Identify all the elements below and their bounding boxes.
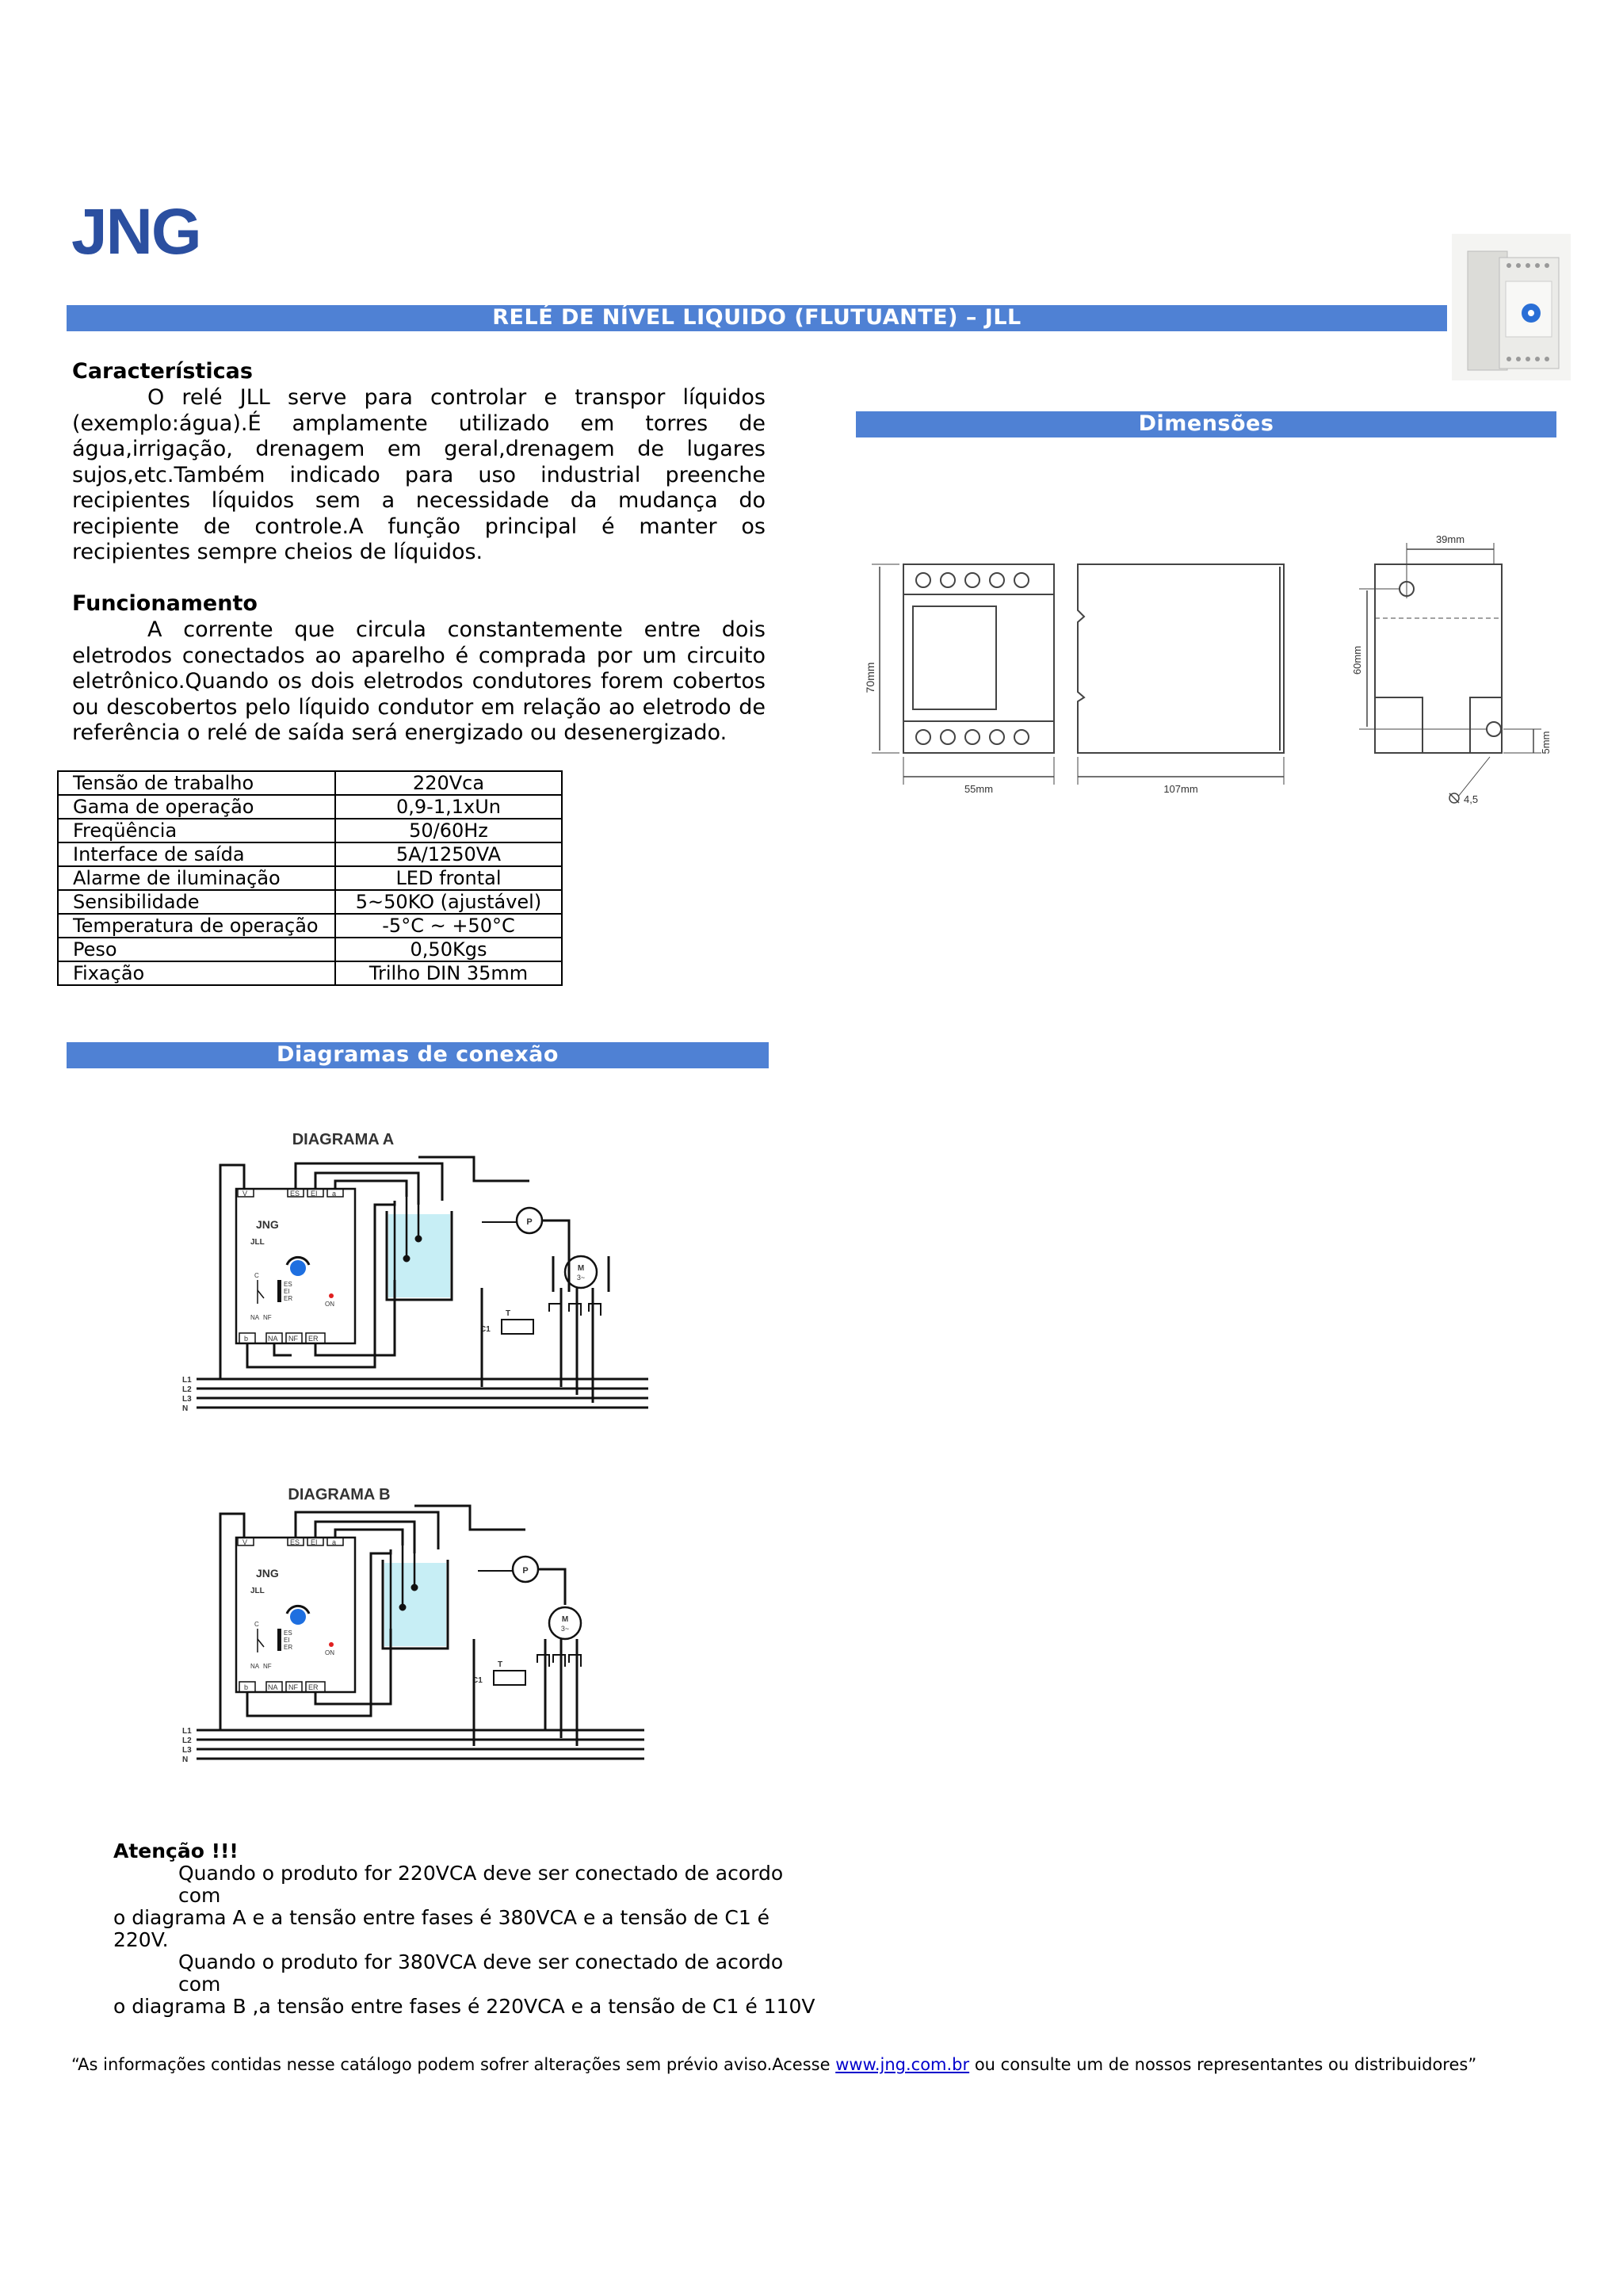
atencao-line-1: Quando o produto for 220VCA deve ser conectado de acordo com <box>178 1862 784 1907</box>
spec-row <box>58 961 562 985</box>
logo-text: JNG <box>71 196 200 268</box>
motor-phase-b: 3~ <box>560 1625 570 1633</box>
terminal-b-b: b <box>244 1683 249 1691</box>
product-photo <box>1452 234 1571 380</box>
front-view <box>872 564 1054 785</box>
website-link[interactable]: www.jng.com.br <box>835 2055 970 2074</box>
spec-row <box>58 890 562 914</box>
funcionamento-heading: Funcionamento <box>72 591 258 616</box>
atencao-line-2: o diagrama A e a tensão entre fases é 380VCA e a tensão de C1 é 220V. <box>113 1906 770 1951</box>
label-na-b: NA <box>250 1663 260 1670</box>
diagram-a <box>181 1125 656 1431</box>
funcionamento-section <box>72 590 766 747</box>
title-bar <box>67 305 1447 331</box>
dimensoes-title: Dimensões <box>1138 411 1274 436</box>
line-l1-b: L1 <box>182 1727 192 1736</box>
device-model-b: JLL <box>250 1587 265 1595</box>
label-es-a: ES <box>284 1281 292 1288</box>
terminal-er-a: ER <box>308 1335 319 1343</box>
spec-label: Gama de operação <box>58 795 335 819</box>
diagram-b <box>181 1480 656 1782</box>
label-on-b: ON <box>325 1649 334 1656</box>
label-c1-a: C1 <box>480 1325 491 1334</box>
spec-label: Temperatura de operação <box>58 914 335 938</box>
terminal-na-b: NA <box>268 1683 278 1691</box>
label-na-a: NA <box>250 1314 260 1321</box>
terminal-na-a: NA <box>268 1335 278 1343</box>
footer-text-before: “As informações contidas nesse catálogo podem sofrer alterações sem prévio aviso.Acesse <box>71 2055 836 2074</box>
spec-value: 50/60Hz <box>335 819 562 842</box>
terminal-a-b: a <box>332 1538 337 1546</box>
motor-label-b: M <box>561 1615 569 1624</box>
device-brand-b: JNG <box>256 1567 279 1580</box>
spec-label: Freqüência <box>58 819 335 842</box>
company-logo <box>65 189 223 276</box>
terminal-v-b: V <box>242 1538 248 1546</box>
terminal-es-a: ES <box>290 1190 300 1198</box>
line-l2-b: L2 <box>182 1736 192 1745</box>
specs-table-wrap <box>57 770 563 986</box>
line-n-a: N <box>182 1404 189 1413</box>
line-n-b: N <box>182 1755 189 1764</box>
spec-row <box>58 819 562 842</box>
spec-value: 5A/1250VA <box>335 842 562 866</box>
pump-label-b: P <box>522 1566 529 1576</box>
dim-60mm: 60mm <box>1351 645 1363 675</box>
terminal-ei-b: EI <box>311 1538 318 1546</box>
funcionamento-text: A corrente que circula constantemente entre dois eletrodos conectados ao aparelho é comprada por um circuito eletrônico.Quando os dois eletrodos condutores forem cobertos ou descobertos pelo líquido condutor em relação ao eletrodo de referência o relé de saída será energizado ou desenergizado. <box>72 617 766 745</box>
dim-70mm: 70mm <box>864 662 876 693</box>
spec-label: Peso <box>58 938 335 961</box>
terminal-a-a: a <box>332 1190 337 1198</box>
motor-label-a: M <box>577 1264 585 1273</box>
spec-label: Interface de saída <box>58 842 335 866</box>
pump-label-a: P <box>526 1217 533 1227</box>
spec-value: Trilho DIN 35mm <box>335 961 562 985</box>
dim-107mm: 107mm <box>1163 783 1198 795</box>
atencao-line-3: Quando o produto for 380VCA deve ser conectado de acordo com <box>178 1950 784 1996</box>
diagram-a-title: DIAGRAMA A <box>292 1131 395 1148</box>
label-t-a: T <box>506 1309 511 1318</box>
line-l3-b: L3 <box>182 1746 192 1755</box>
page-title: RELÉ DE NÍVEL LIQUIDO (FLUTUANTE) – JLL <box>492 305 1022 330</box>
terminal-ei-a: EI <box>311 1190 318 1198</box>
line-l3-a: L3 <box>182 1395 192 1404</box>
footer-text-after: ou consulte um de nossos representantes ou distribuidores” <box>969 2055 1477 2074</box>
terminal-b-a: b <box>244 1335 249 1343</box>
device-brand-a: JNG <box>256 1218 279 1231</box>
motor-phase-a: 3~ <box>576 1274 586 1282</box>
terminal-nf-b: NF <box>288 1683 298 1691</box>
caracteristicas-text: O relé JLL serve para controlar e transpor líquidos (exemplo:água).É amplamente utilizado em torres de água,irrigação, drenagem em geral,drenagem de lugares sujos,etc.Também indicado para uso industrial preenche recipientes líquidos sem a necessidade da mudança do recipiente de controle.A função principal é manter os recipientes sempre cheios de líquidos. <box>72 385 766 564</box>
dim-5mm: 5mm <box>1540 731 1552 755</box>
terminal-nf-a: NF <box>288 1335 298 1343</box>
spec-row <box>58 914 562 938</box>
atencao-section <box>113 1840 827 2018</box>
dimensoes-bar <box>856 411 1556 437</box>
spec-label: Alarme de iluminação <box>58 866 335 890</box>
spec-value: LED frontal <box>335 866 562 890</box>
line-l2-a: L2 <box>182 1385 192 1394</box>
spec-value: 220Vca <box>335 771 562 795</box>
label-nf-b: NF <box>263 1663 272 1670</box>
dimensions-drawing <box>860 519 1573 820</box>
diagramas-bar <box>67 1042 769 1068</box>
label-c-b: C <box>254 1621 259 1628</box>
label-c-a: C <box>254 1272 259 1279</box>
label-nf-a: NF <box>263 1314 272 1321</box>
spec-label: Sensibilidade <box>58 890 335 914</box>
spec-label: Tensão de trabalho <box>58 771 335 795</box>
terminal-es-b: ES <box>290 1538 300 1546</box>
specs-table <box>57 770 563 986</box>
label-c1-b: C1 <box>472 1676 483 1685</box>
label-ei-b: EI <box>284 1637 290 1644</box>
footer-note <box>71 2054 1476 2075</box>
label-t-b: T <box>498 1660 503 1669</box>
back-view <box>1359 543 1541 803</box>
label-er-b: ER <box>284 1644 293 1651</box>
terminal-v-a: V <box>242 1190 248 1198</box>
terminal-er-b: ER <box>308 1683 319 1691</box>
spec-value: 0,9-1,1xUn <box>335 795 562 819</box>
spec-value: -5°C ~ +50°C <box>335 914 562 938</box>
caracteristicas-section <box>72 358 766 566</box>
atencao-line-4: o diagrama B ,a tensão entre fases é 220VCA e a tensão de C1 é 110V <box>113 1995 815 2018</box>
label-es-b: ES <box>284 1629 292 1637</box>
spec-label: Fixação <box>58 961 335 985</box>
spec-value: 5~50KO (ajustável) <box>335 890 562 914</box>
atencao-heading: Atenção !!! <box>113 1839 239 1862</box>
spec-row <box>58 938 562 961</box>
spec-row <box>58 771 562 795</box>
diagram-b-title: DIAGRAMA B <box>288 1486 391 1503</box>
label-on-a: ON <box>325 1301 334 1308</box>
spec-row <box>58 842 562 866</box>
side-view <box>1078 564 1284 785</box>
spec-row <box>58 795 562 819</box>
label-er-a: ER <box>284 1295 293 1302</box>
dim-hole: 4,5 <box>1464 793 1479 805</box>
spec-row <box>58 866 562 890</box>
dim-55mm: 55mm <box>964 783 994 795</box>
diagramas-title: Diagramas de conexão <box>277 1042 559 1067</box>
dim-39mm: 39mm <box>1435 533 1465 545</box>
label-ei-a: EI <box>284 1288 290 1295</box>
caracteristicas-heading: Características <box>72 359 253 384</box>
device-model-a: JLL <box>250 1238 265 1247</box>
line-l1-a: L1 <box>182 1376 192 1385</box>
spec-value: 0,50Kgs <box>335 938 562 961</box>
